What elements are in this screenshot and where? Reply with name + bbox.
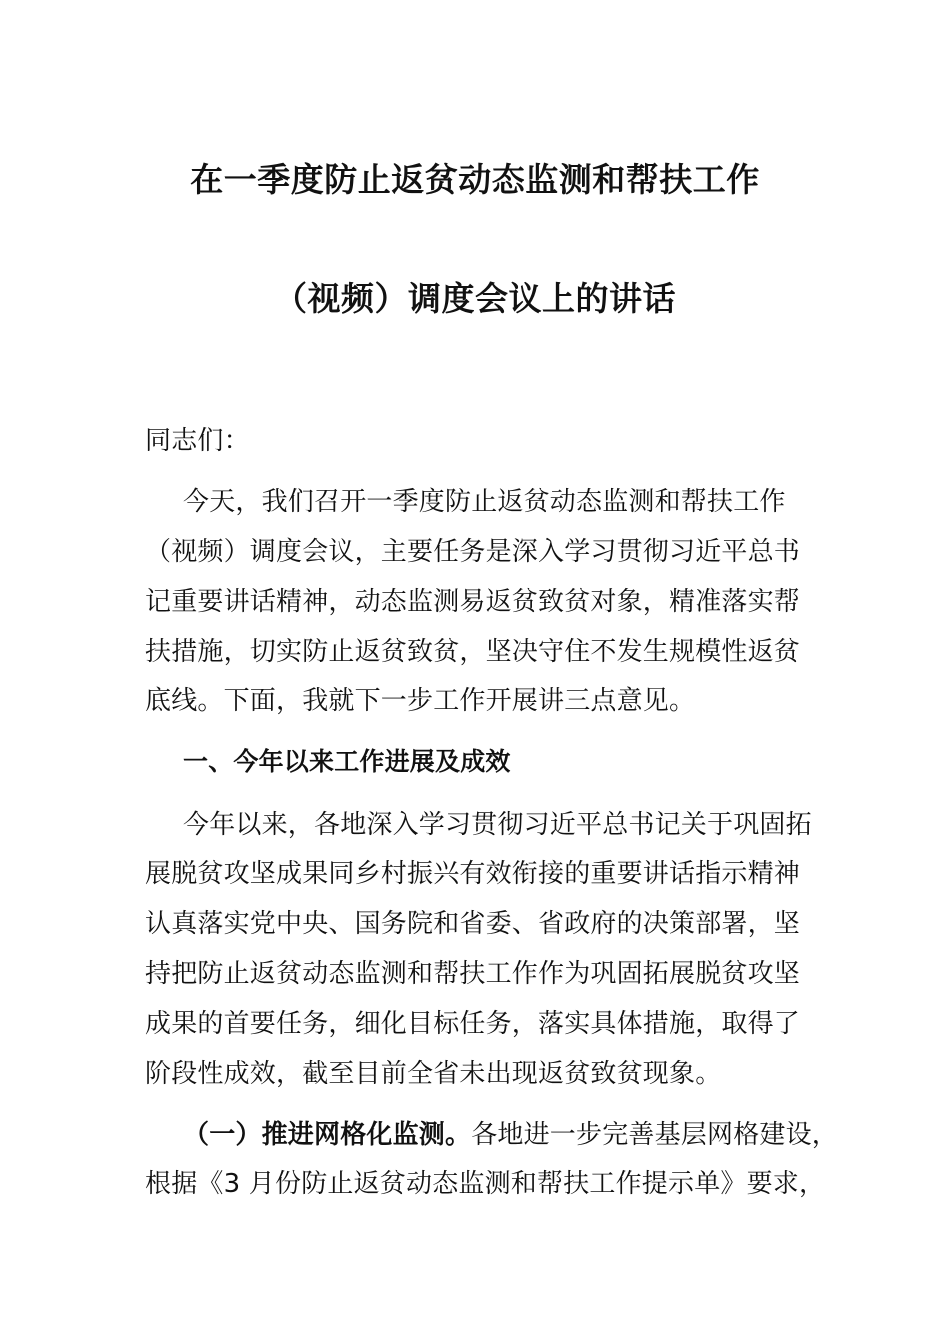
section-1-heading: 一、今年以来工作进展及成效 [183, 747, 511, 776]
subsection-1-line [183, 1118, 838, 1152]
section-1-paragraph-line: 阶段性成效，截至目前全省未出现返贫致贫现象。 [145, 1059, 722, 1089]
subsection-1-line-2: 根据《3 月份防止返贫动态监测和帮扶工作提示单》要求， [145, 1169, 826, 1199]
intro-paragraph-line: 底线。下面，我就下一步工作开展讲三点意见。 [145, 686, 696, 716]
section-1-paragraph-line: 认真落实党中央、国务院和省委、省政府的决策部署，坚 [145, 909, 801, 939]
intro-paragraph-line: （视频）调度会议，主要任务是深入学习贯彻习近平总书 [145, 537, 801, 567]
salutation: 同志们： [145, 426, 250, 456]
document-title-line-2: （视频）调度会议上的讲话 [274, 279, 676, 318]
document-title-line-1: 在一季度防止返贫动态监测和帮扶工作 [190, 160, 760, 199]
intro-paragraph-line: 今天，我们召开一季度防止返贫动态监测和帮扶工作 [183, 487, 786, 517]
section-1-paragraph-line: 今年以来，各地深入学习贯彻习近平总书记关于巩固拓 [183, 810, 812, 840]
subsection-1-text: 各地进一步完善基层网格建设， [471, 1120, 839, 1150]
section-1-paragraph-line: 展脱贫攻坚成果同乡村振兴有效衔接的重要讲话指示精神 [145, 859, 801, 889]
intro-paragraph-line: 记重要讲话精神，动态监测易返贫致贫对象，精准落实帮 [145, 587, 801, 617]
intro-paragraph-line: 扶措施，切实防止返贫致贫，坚决守住不发生规模性返贫 [145, 637, 801, 667]
section-1-paragraph-line: 持把防止返贫动态监测和帮扶工作作为巩固拓展脱贫攻坚 [145, 959, 801, 989]
subsection-1-heading: （一）推进网格化监测。 [183, 1120, 472, 1150]
section-1-paragraph-line: 成果的首要任务，细化目标任务，落实具体措施，取得了 [145, 1009, 801, 1039]
